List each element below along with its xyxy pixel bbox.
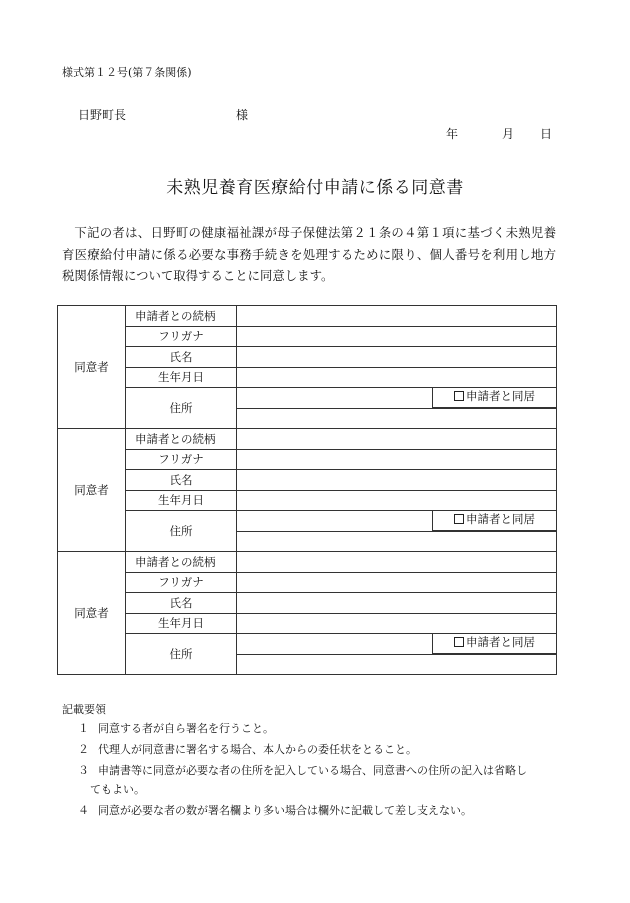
cohabit-label: 申請者と同居 bbox=[466, 635, 535, 649]
note-item bbox=[78, 802, 472, 818]
relation-label: 申請者との続柄 bbox=[126, 429, 237, 450]
cohabit-checkbox[interactable] bbox=[432, 387, 556, 408]
furigana-field[interactable] bbox=[237, 326, 557, 347]
furigana-label: フリガナ bbox=[126, 572, 237, 593]
cohabit-checkbox[interactable] bbox=[432, 633, 556, 654]
note-number: １ bbox=[78, 722, 89, 735]
relation-field[interactable] bbox=[237, 429, 557, 450]
address-label: 住所 bbox=[126, 388, 237, 429]
note-text: 同意する者が自ら署名を行うこと。 bbox=[98, 722, 274, 735]
birthdate-label: 生年月日 bbox=[126, 613, 237, 634]
address-field[interactable] bbox=[237, 388, 557, 409]
birthdate-label: 生年月日 bbox=[126, 490, 237, 511]
addressee: 日野町長 bbox=[78, 108, 127, 122]
name-field[interactable] bbox=[237, 593, 557, 614]
address-label: 住所 bbox=[126, 634, 237, 675]
note-number: ４ bbox=[78, 804, 89, 817]
document-title: 未熟児養育医療給付申請に係る同意書 bbox=[166, 178, 464, 198]
note-item bbox=[78, 741, 417, 757]
address-field[interactable] bbox=[237, 634, 557, 655]
consent-group-label: 同意者 bbox=[58, 552, 126, 675]
furigana-label: フリガナ bbox=[126, 449, 237, 470]
form-number: 様式第１２号(第７条関係) bbox=[62, 66, 192, 79]
address-field-line2[interactable] bbox=[237, 654, 557, 675]
birthdate-label: 生年月日 bbox=[126, 367, 237, 388]
birthdate-field[interactable] bbox=[237, 367, 557, 388]
date-month-label: 月 bbox=[502, 127, 515, 141]
consent-row-relation bbox=[58, 306, 557, 327]
checkbox-icon[interactable] bbox=[454, 514, 464, 524]
furigana-field[interactable] bbox=[237, 572, 557, 593]
name-label: 氏名 bbox=[126, 593, 237, 614]
relation-label: 申請者との続柄 bbox=[126, 306, 237, 327]
cohabit-label: 申請者と同居 bbox=[466, 389, 535, 403]
name-label: 氏名 bbox=[126, 347, 237, 368]
address-field-line2[interactable] bbox=[237, 408, 557, 429]
consent-group-label: 同意者 bbox=[58, 306, 126, 429]
consent-group-label: 同意者 bbox=[58, 429, 126, 552]
checkbox-icon[interactable] bbox=[454, 637, 464, 647]
address-field[interactable] bbox=[237, 511, 557, 532]
cohabit-label: 申請者と同居 bbox=[466, 512, 535, 526]
note-text: 代理人が同意書に署名する場合、本人からの委任状をとること。 bbox=[98, 743, 417, 756]
note-item bbox=[78, 762, 527, 778]
date-day-label: 日 bbox=[540, 127, 553, 141]
note-item bbox=[78, 720, 274, 736]
birthdate-field[interactable] bbox=[237, 490, 557, 511]
note-text: 申請書等に同意が必要な者の住所を記入している場合、同意書への住所の記入は省略し bbox=[98, 764, 527, 777]
checkbox-icon[interactable] bbox=[454, 391, 464, 401]
date-year-label: 年 bbox=[446, 127, 459, 141]
birthdate-field[interactable] bbox=[237, 613, 557, 634]
address-label: 住所 bbox=[126, 511, 237, 552]
note-continuation: てもよい。 bbox=[90, 783, 145, 796]
relation-label: 申請者との続柄 bbox=[126, 552, 237, 573]
furigana-label: フリガナ bbox=[126, 326, 237, 347]
honorific: 様 bbox=[236, 108, 249, 122]
name-label: 氏名 bbox=[126, 470, 237, 491]
note-text: 同意が必要な者の数が署名欄より多い場合は欄外に記載して差し支えない。 bbox=[98, 804, 472, 817]
name-field[interactable] bbox=[237, 347, 557, 368]
notes-heading: 記載要領 bbox=[62, 703, 106, 716]
consent-statement: 下記の者は、日野町の健康福祉課が母子保健法第２１条の４第１項に基づく未熟児養育医療給付申請に係る必要な事務手続きを処理するために限り、個人番号を利用し地方税関係情報について取得することに同意します。 bbox=[62, 225, 556, 283]
note-number: ２ bbox=[78, 743, 89, 756]
furigana-field[interactable] bbox=[237, 449, 557, 470]
address-field-line2[interactable] bbox=[237, 531, 557, 552]
consent-table bbox=[57, 305, 557, 675]
cohabit-checkbox[interactable] bbox=[432, 510, 556, 531]
note-number: ３ bbox=[78, 764, 89, 777]
relation-field[interactable] bbox=[237, 306, 557, 327]
relation-field[interactable] bbox=[237, 552, 557, 573]
name-field[interactable] bbox=[237, 470, 557, 491]
